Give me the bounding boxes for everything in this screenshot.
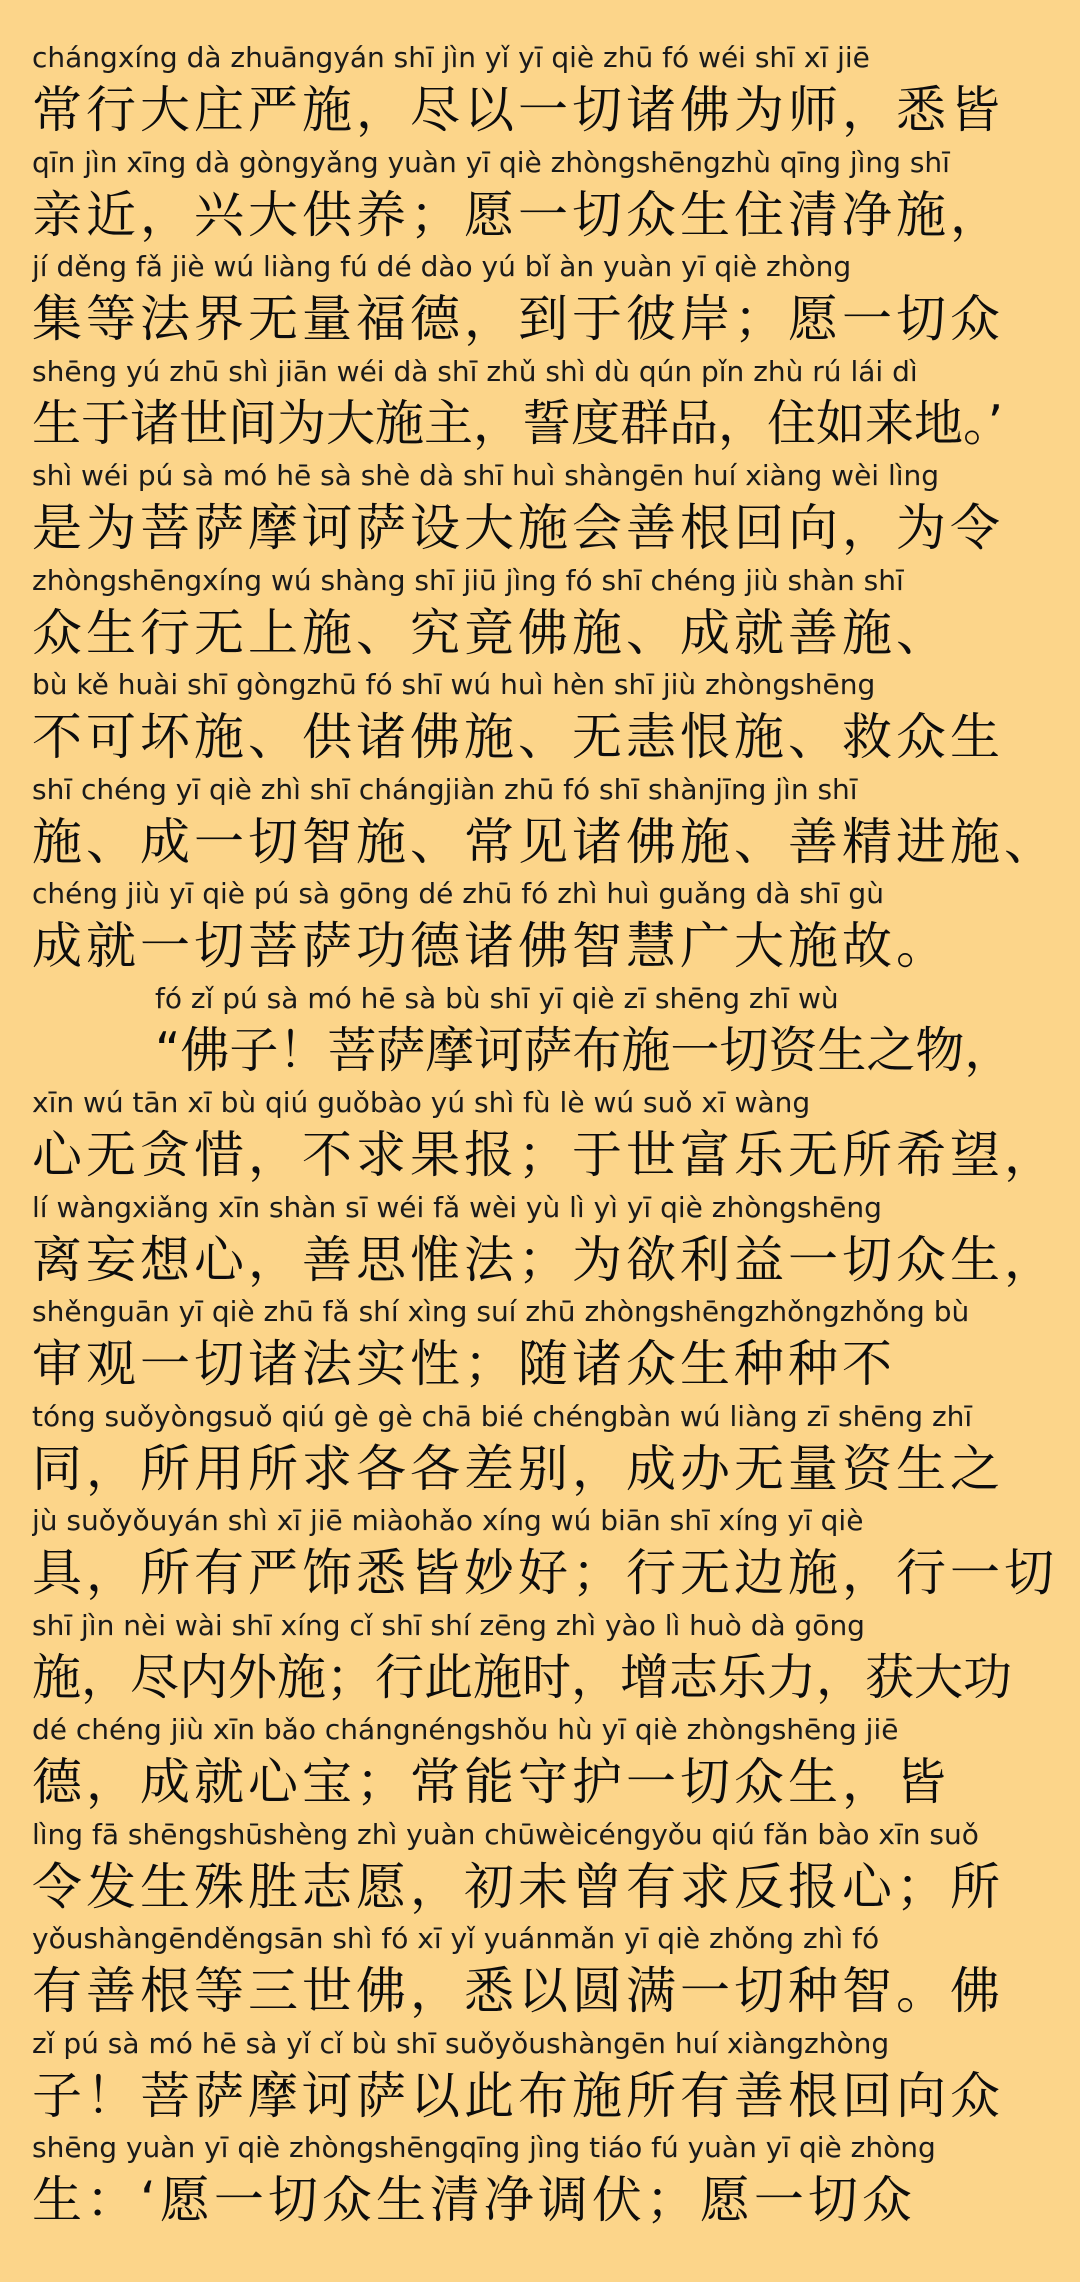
text-line [0, 143, 1080, 248]
pinyin-annotation: lí wàngxiǎng xīn shàn sī wéi fǎ wèi yù lì yì yī qiè zhòngshēng [32, 1190, 882, 1224]
text-line [0, 1083, 1080, 1188]
chinese-text: 生于诸世间为大施主，誓度群品，住如来地。’ [32, 394, 1004, 452]
text-line [0, 1815, 1080, 1920]
pinyin-annotation: lìng fā shēngshūshèng zhì yuàn chūwèicéngyǒu qiú fǎn bào xīn suǒ [32, 1817, 979, 1851]
text-line [0, 2024, 1080, 2129]
chinese-text: 子！菩萨摩诃萨以此布施所有善根回向众 [32, 2066, 1004, 2125]
text-line [0, 1710, 1080, 1815]
text-line [0, 770, 1080, 875]
pinyin-annotation: xīn wú tān xī bù qiú guǒbào yú shì fù lè wú suǒ xī wàng [32, 1086, 811, 1119]
chinese-text: 心无贪惜，不求果报；于世富乐无所希望， [32, 1126, 1058, 1184]
text-line [0, 1188, 1080, 1293]
chinese-text: 审观一切诸法实性；随诸众生种种不 [32, 1335, 896, 1393]
pinyin-annotation: chéng jiù yī qiè pú sà gōng dé zhū fó zhì huì guǎng dà shī gù [32, 877, 884, 910]
text-line [0, 352, 1080, 457]
chinese-text: 有善根等三世佛，悉以圆满一切种智。佛 [32, 1962, 1004, 2020]
pinyin-annotation: zhòngshēngxíng wú shàng shī jiū jìng fó shī chéng jiù shàn shī [32, 563, 904, 597]
text-line [0, 456, 1080, 561]
text-line [0, 2128, 1080, 2233]
chinese-text: 施，尽内外施；行此施时，增志乐力，获大功 [32, 1648, 1013, 1706]
pinyin-annotation: shēng yuàn yī qiè zhòngshēngqīng jìng tiáo fú yuàn yī qiè zhòng [32, 2131, 936, 2164]
pinyin-annotation: qīn jìn xīng dà gòngyǎng yuàn yī qiè zhòngshēngzhù qīng jìng shī [32, 145, 950, 179]
pinyin-annotation: shī jìn nèi wài shī xíng cǐ shī shí zēng zhì yào lì huò dà gōng [32, 1608, 865, 1642]
pinyin-annotation: shì wéi pú sà mó hē sà shè dà shī huì shàngēn huí xiàng wèi lìng [32, 459, 940, 492]
chinese-text: 众生行无上施、究竟佛施、成就善施、 [32, 603, 950, 662]
pinyin-annotation: dé chéng jiù xīn bǎo chángnéngshǒu hù yī qiè zhòngshēng jiē [32, 1713, 899, 1746]
chinese-text: 离妄想心，善思惟法；为欲利益一切众生， [32, 1230, 1058, 1289]
text-line [0, 1606, 1080, 1711]
text-line [0, 561, 1080, 666]
chinese-text: 是为菩萨摩诃萨设大施会善根回向，为令 [32, 499, 1004, 557]
pinyin-annotation: zǐ pú sà mó hē sà yǐ cǐ bù shī suǒyǒushàngēn huí xiàngzhòng [32, 2026, 890, 2060]
text-line [0, 247, 1080, 352]
pinyin-annotation: yǒushàngēnděngsān shì fó xī yǐ yuánmǎn yī qiè zhǒng zhì fó [32, 1922, 880, 1955]
pinyin-annotation: shī chéng yī qiè zhì shī chángjiàn zhū fó shī shànjīng jìn shī [32, 772, 858, 806]
chinese-text: 施、成一切智施、常见诸佛施、善精进施、 [32, 812, 1058, 871]
chinese-text: 德，成就心宝；常能守护一切众生，皆 [32, 1753, 950, 1811]
chinese-text: 令发生殊胜志愿，初未曾有求反报心；所 [32, 1857, 1004, 1916]
chinese-text: 成就一切菩萨功德诸佛智慧广大施故。 [32, 917, 950, 975]
pinyin-annotation: fó zǐ pú sà mó hē sà bù shī yī qiè zī shēng zhī wù [155, 981, 839, 1015]
text-line [0, 665, 1080, 770]
chinese-text: 生：‘愿一切众生清净调伏；愿一切众 [32, 2171, 916, 2229]
text-body [0, 38, 1080, 2233]
chinese-text: 不可坏施、供诸佛施、无恚恨施、救众生 [32, 708, 1004, 766]
chinese-text: 常行大庄严施，尽以一切诸佛为师，悉皆 [32, 81, 1004, 139]
text-line [0, 1292, 1080, 1397]
text-line [0, 979, 1080, 1084]
chinese-text: 集等法界无量福德，到于彼岸；愿一切众 [32, 290, 1004, 348]
pinyin-annotation: tóng suǒyòngsuǒ qiú gè gè chā bié chéngbàn wú liàng zī shēng zhī [32, 1399, 973, 1433]
chinese-text: 同，所用所求各各差别，成办无量资生之 [32, 1439, 1004, 1498]
text-line [0, 874, 1080, 979]
pinyin-annotation: bù kě huài shī gòngzhū fó shī wú huì hèn shī jiù zhòngshēng [32, 668, 876, 701]
text-line [0, 1919, 1080, 2024]
chinese-text: 亲近，兴大供养；愿一切众生住清净施， [32, 185, 1004, 244]
text-line [0, 1397, 1080, 1502]
text-line [0, 1501, 1080, 1606]
pinyin-annotation: shēng yú zhū shì jiān wéi dà shī zhǔ shì dù qún pǐn zhù rú lái dì [32, 354, 918, 388]
text-line [0, 38, 1080, 143]
pinyin-annotation: shěnguān yī qiè zhū fǎ shí xìng suí zhū zhòngshēngzhǒngzhǒng bù [32, 1295, 970, 1328]
pinyin-annotation: jù suǒyǒuyán shì xī jiē miàohǎo xíng wú biān shī xíng yī qiè [32, 1504, 864, 1537]
chinese-text: 具，所有严饰悉皆妙好；行无边施，行一切 [32, 1544, 1058, 1602]
pinyin-annotation: chángxíng dà zhuāngyán shī jìn yǐ yī qiè zhū fó wéi shī xī jiē [32, 41, 870, 74]
chinese-text: “佛子！菩萨摩诃萨布施一切资生之物， [155, 1021, 1014, 1079]
pinyin-annotation: jí děng fǎ jiè wú liàng fú dé dào yú bǐ àn yuàn yī qiè zhòng [32, 250, 852, 283]
